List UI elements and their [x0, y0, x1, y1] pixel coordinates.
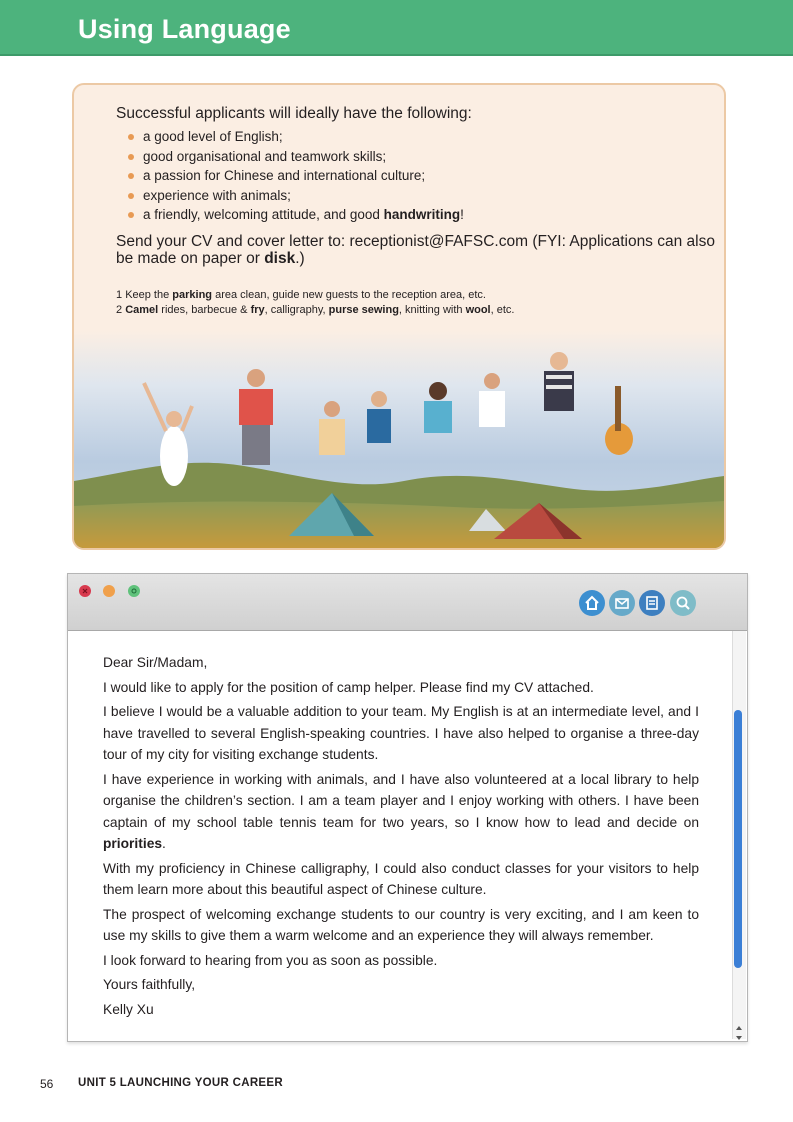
bold-word: fry: [250, 304, 265, 316]
list-item: a good level of English;: [126, 127, 464, 147]
footnote-text: rides, barbecue &: [158, 304, 251, 316]
job-advert-card: [72, 83, 726, 550]
scroll-up-icon[interactable]: [732, 1020, 746, 1030]
list-item: experience with animals;: [126, 186, 464, 206]
footnote-text: , knitting with: [398, 304, 466, 316]
footnote-2: [116, 304, 514, 316]
footnote-text: , calligraphy,: [264, 304, 329, 316]
camp-photo: [74, 331, 724, 548]
letter-paragraph: The prospect of welcoming exchange students to our country is very exciting, and I am keen to use my skills to give them a warm welcome and an experience they will always remember.: [103, 906, 699, 943]
list-item: good organisational and teamwork skills;: [126, 147, 464, 167]
search-icon[interactable]: [670, 590, 696, 616]
scrollbar-thumb[interactable]: [734, 710, 742, 968]
jumping-friends-illustration: [74, 331, 724, 548]
send-text-end: .): [295, 250, 305, 267]
footnote-number: 2: [116, 304, 123, 316]
letter-greeting: Dear Sir/Madam,: [103, 655, 208, 670]
footnote-text: area clean, guide new guests to the reception area, etc.: [212, 289, 486, 301]
paragraph-text: I have experience in working with animals, and I have also volunteered at a local library to help organise the children’s section. I am a team player and I enjoy working with others. I have been captain of my school table tennis team for two years, so I know how to lead and decide on: [103, 771, 699, 830]
footnote-number: 1: [116, 289, 123, 301]
req-text: !: [460, 207, 464, 223]
send-instructions: [116, 233, 716, 267]
email-window: [67, 573, 748, 1042]
bold-word: disk: [264, 250, 296, 267]
letter-body: [103, 652, 699, 1023]
letter-closing: Yours faithfully,: [103, 977, 196, 992]
send-text: Send your CV and cover letter to: receptionist@FAFSC.com (FYI: Applications can also be made on paper or: [116, 233, 715, 267]
letter-paragraph: [103, 769, 699, 855]
letter-paragraph: With my proficiency in Chinese calligraphy, I could also conduct classes for your visitors to help them learn more about this beautiful aspect of Chinese culture.: [103, 860, 699, 897]
page-title: Using Language: [78, 14, 291, 44]
header-bar: [0, 0, 793, 56]
mail-icon[interactable]: [609, 590, 635, 616]
minimize-icon[interactable]: [103, 585, 115, 597]
close-icon[interactable]: [79, 585, 91, 597]
list-item: [126, 205, 464, 225]
footnote-text: , etc.: [490, 304, 515, 316]
letter-paragraph: I would like to apply for the position of camp helper. Please find my CV attached.: [103, 679, 594, 695]
bold-word: wool: [465, 304, 491, 316]
footer-unit-title: UNIT 5 LAUNCHING YOUR CAREER: [78, 1077, 283, 1089]
list-item: a passion for Chinese and international culture;: [126, 166, 464, 186]
maximize-icon[interactable]: [128, 585, 140, 597]
home-icon[interactable]: [579, 590, 605, 616]
letter-paragraph: I look forward to hearing from you as soon as possible.: [103, 952, 438, 968]
footnote-text: Keep the: [125, 289, 173, 301]
footnote-1: [116, 289, 486, 301]
page-number: 56: [40, 1077, 54, 1091]
bold-word: priorities: [103, 836, 163, 851]
bold-word: Camel: [125, 304, 159, 316]
scroll-down-icon[interactable]: [732, 1030, 746, 1040]
window-titlebar: [68, 574, 747, 631]
advert-intro: Successful applicants will ideally have the following:: [116, 105, 472, 122]
letter-paragraph: I believe I would be a valuable addition to your team. My English is at an intermediate level, and I have travelled to several English-speaking countries. I have also helped to organise a three-day tour of my city for visiting exchange students.: [103, 704, 699, 762]
letter-signature: Kelly Xu: [103, 1001, 154, 1017]
document-icon[interactable]: [639, 590, 665, 616]
req-text: a friendly, welcoming attitude, and good: [143, 207, 384, 223]
paragraph-end: .: [162, 836, 166, 851]
bold-word: purse sewing: [328, 304, 399, 316]
requirements-list: [126, 127, 464, 225]
bold-word: handwriting: [383, 207, 461, 223]
bold-word: parking: [172, 289, 213, 301]
